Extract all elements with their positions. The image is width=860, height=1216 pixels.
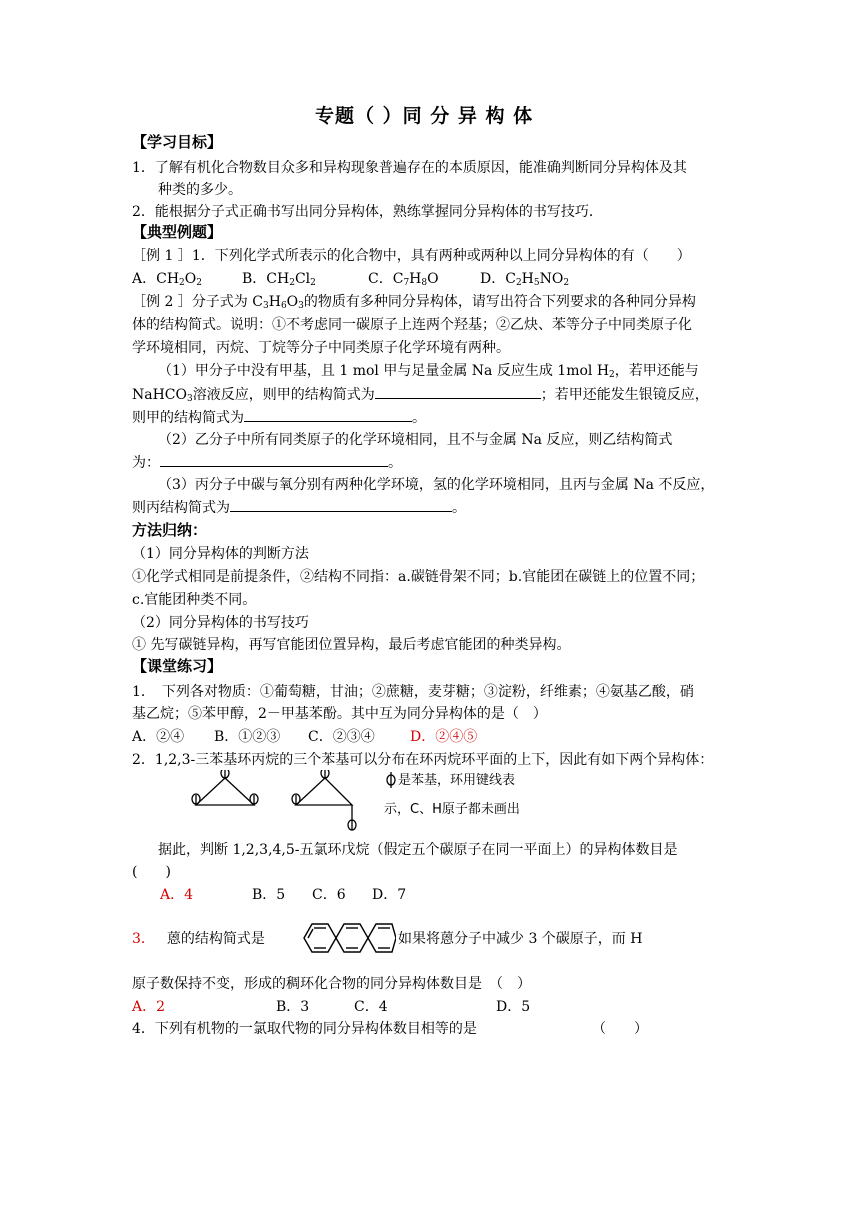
answer-blank[interactable] <box>375 384 541 399</box>
example-2-q2-line-2: 为： 。 <box>132 452 402 473</box>
page-title: 专题（ ）同 分 异 构 体 <box>315 105 534 127</box>
example-2-q1-line-1: （1）甲分子中没有甲基，且 1 mol 甲与足量金属 Na 反应生成 1mol $H_2$，若甲还能与 <box>158 363 699 380</box>
practice-3-line-1b: 如果将蒽分子中减少 3 个碳原子，而 H <box>398 931 643 947</box>
example-2-line-3: 学环境相同，丙烷、丁烷等分子中同类原子化学环境有两种。 <box>132 340 510 356</box>
example-1-label: ［例 1 ］ <box>132 248 192 264</box>
practice-1-options <box>132 727 477 747</box>
objectives-heading: 【学习目标】 <box>132 133 223 151</box>
example-2-q1-line-2: NaHCO$_3$溶液反应，则甲的结构简式为 ；若甲还能发生银镜反应， <box>132 384 709 405</box>
example-1-options <box>132 269 569 289</box>
objective-1a: 1．了解有机化合物数目众多和异构现象普遍存在的本质原因，能准确判断同分异构体及其 <box>132 160 687 176</box>
practice-1-line-2: 基乙烷；⑤苯甲醇，2－甲基苯酚。其中互为同分异构体的是（ ） <box>132 706 547 722</box>
method-2a: ① 先写碳链异构，再写官能团位置异构，最后考虑官能团的种类异构。 <box>132 637 571 653</box>
option-b: B．①②③ <box>214 729 281 745</box>
method-1a: ①化学式相同是前提条件，②结构不同指：a.碳链骨架不同；b.官能团在碳链上的位置不同； <box>132 569 705 585</box>
practice-heading: 【课堂练习】 <box>132 657 223 675</box>
practice-2-line-1: 2．1,2,3-三苯基环丙烷的三个苯基可以分布在环丙烷环平面的上下，因此有如下两个异构体： <box>132 752 714 768</box>
practice-3-number: 3． <box>132 931 155 947</box>
practice-2-options <box>160 885 406 905</box>
option-b: B．3 <box>276 999 310 1015</box>
example-2-label: ［例 2 ］ <box>132 294 192 310</box>
phenyl-note-2: 示，C、H原子都未画出 <box>384 802 520 817</box>
practice-3-line-2: 原子数保持不变，形成的稠环化合物的同分异构体数目是 （ ） <box>132 976 531 992</box>
method-2: （2）同分异构体的书写技巧 <box>132 615 309 631</box>
objective-2: 2．能根据分子式正确书写出同分异构体，熟练掌握同分异构体的书写技巧． <box>132 204 603 220</box>
practice-2-question-1: 据此，判断 1,2,3,4,5-五氯环戊烷（假定五个碳原子在同一平面上）的异构体数目是 <box>158 842 678 858</box>
answer-blank[interactable] <box>244 407 412 422</box>
methods-heading: 方法归纳： <box>132 521 208 539</box>
option-c: C．4 <box>354 999 388 1015</box>
example-2-q3-line-2: 则丙结构简式为 。 <box>132 497 466 518</box>
option-d: D．7 <box>372 887 407 903</box>
option-a: A．②④ <box>132 729 185 745</box>
option-c: C．②③④ <box>308 729 375 745</box>
option-a: A．2 <box>132 999 166 1015</box>
practice-1-line-1: 1． 下列各对物质：①葡萄糖，甘油；②蔗糖，麦芽糖；③淀粉，纤维素；④氨基乙酸，硝 <box>132 684 694 700</box>
practice-4-line-1: 4．下列有机物的一氯取代物的同分异构体数目相等的是 <box>132 1021 477 1037</box>
example-1-question <box>132 246 691 266</box>
example-2-q3-line-1: （3）丙分子中碳与氧分别有两种化学环境，氢的化学环境相同，且丙与金属 Na 不反应， <box>158 477 715 493</box>
option-a: A．$CH_2O_2$ <box>132 271 202 288</box>
example-2-line-1: ［例 2 ］分子式为 $C_3H_6O_3$的物质有多种同分异构体，请写出符合下列要求的各种同分异构 <box>132 294 696 311</box>
phenyl-symbol-icon <box>387 772 395 788</box>
option-b: B．$CH_2Cl_2$ <box>242 271 316 288</box>
option-d: D．②④⑤ <box>410 729 478 745</box>
isomer-2 <box>292 770 356 830</box>
practice-2-question-2: ( ) <box>132 864 171 880</box>
example-2-line-2: 体的结构简式。说明：①不考虑同一碳原子上连两个羟基；②乙炔、苯等分子中同类原子化 <box>132 317 692 333</box>
example-2-q1-line-3: 则甲的结构简式为 。 <box>132 407 426 428</box>
option-a: A．4 <box>160 887 194 903</box>
answer-blank[interactable] <box>230 497 452 512</box>
option-d: D．5 <box>496 999 531 1015</box>
examples-heading: 【典型例题】 <box>132 223 223 241</box>
answer-blank[interactable] <box>160 452 388 467</box>
example-2-q2-line-1: （2）乙分子中所有同类原子的化学环境相同，且不与金属 Na 反应，则乙结构简式 <box>158 432 673 448</box>
example-1-text: 1．下列化学式所表示的化合物中，具有两种或两种以上同分异构体的有（ ） <box>191 248 691 264</box>
option-c: C．6 <box>312 887 346 903</box>
option-d: D．$C_2H_5NO_2$ <box>480 271 570 288</box>
objective-1b: 种类的多少。 <box>158 182 242 198</box>
practice-4-answer-parens: （ ） <box>592 1021 648 1037</box>
isomer-1 <box>192 770 258 805</box>
option-c: C．$C_7H_8O$ <box>368 271 439 288</box>
anthracene-structure <box>302 918 396 958</box>
practice-3-line-1: 3． 蒽的结构简式是 <box>132 931 265 947</box>
option-b: B．5 <box>252 887 286 903</box>
method-1: （1）同分异构体的判断方法 <box>132 546 309 562</box>
phenyl-note-1: 是苯基，环用键线表 <box>398 773 516 788</box>
practice-3-options <box>132 997 530 1017</box>
method-1b: c.官能团种类不同。 <box>132 592 257 608</box>
